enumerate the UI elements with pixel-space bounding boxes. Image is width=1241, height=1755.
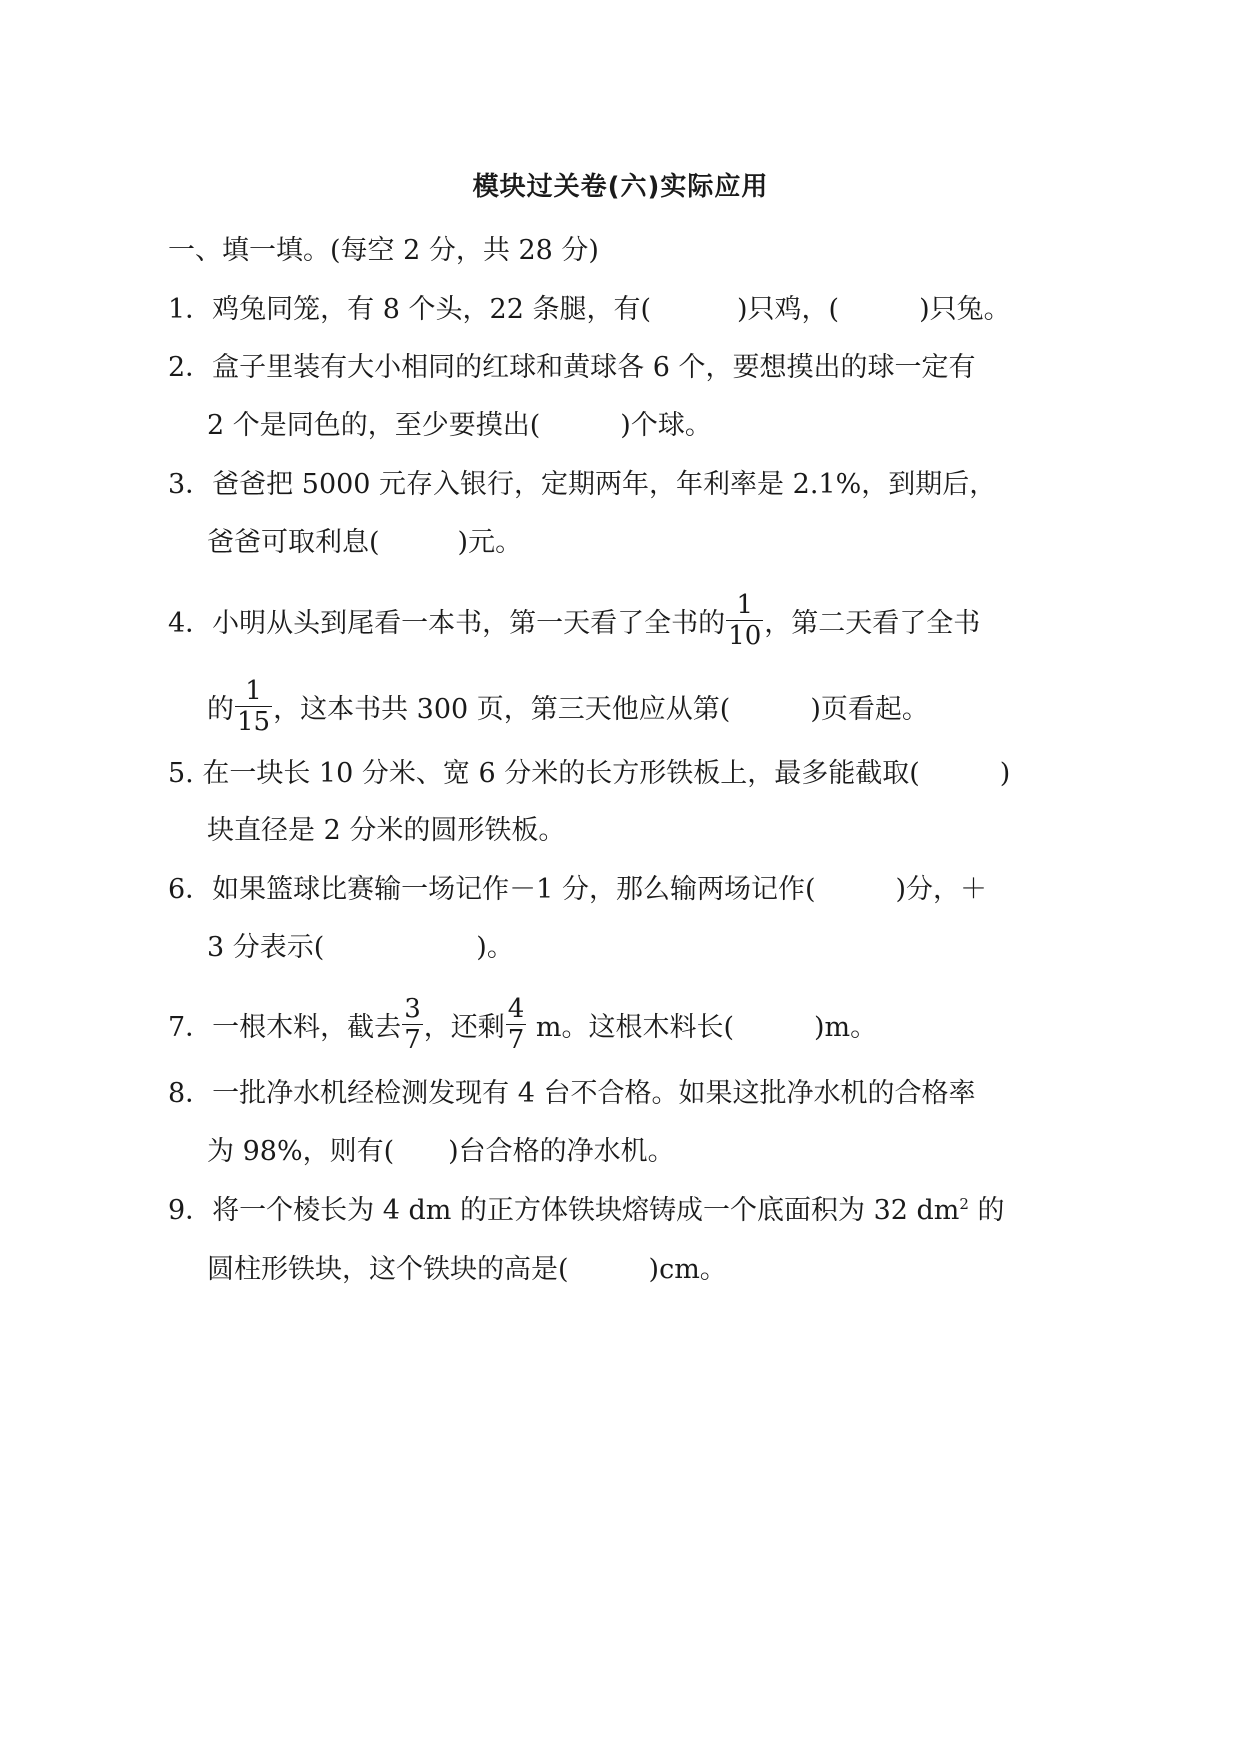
question-4-line-2: 的 $\frac{1}{15}$ ，这本书共 300 页，第三天他应从第( )页看起。 (207, 676, 929, 737)
question-5-line-2: 块直径是 2 分米的圆形铁板。 (207, 815, 566, 846)
question-2-line-1: 2．盒子里装有大小相同的红球和黄球各 6 个，要想摸出的球一定有 (168, 352, 976, 383)
question-9-line-1: 9．将一个棱长为 4 dm 的正方体铁块熔铸成一个底面积为 32 $dm^2$ 的 (168, 1195, 1005, 1226)
question-4-line-1: 4．小明从头到尾看一本书，第一天看了全书的 $\frac{1}{10}$ ，第二天看了全书 (168, 590, 981, 651)
question-8-line-1: 8．一批净水机经检测发现有 4 台不合格。如果这批净水机的合格率 (168, 1078, 976, 1109)
question-8-line-2: 为 98%，则有( )台合格的净水机。 (207, 1136, 675, 1167)
question-2-line-2: 2 个是同色的，至少要摸出( )个球。 (207, 410, 712, 441)
question-5-line-1: 5. 在一块长 10 分米、宽 6 分米的长方形铁板上，最多能截取( ) (168, 758, 1011, 789)
fraction: $\frac{1}{15}$ (237, 676, 271, 737)
page-title: 模块过关卷(六)实际应用 (472, 172, 769, 202)
fraction: $\frac{1}{10}$ (728, 590, 762, 651)
question-9-line-2: 圆柱形铁块，这个铁块的高是( )cm。 (207, 1254, 727, 1285)
question-6-line-1: 6．如果篮球比赛输一场记作－1 分，那么输两场记作( )分，＋ (168, 874, 988, 905)
question-1: 1．鸡兔同笼，有 8 个头，22 条腿，有( )只鸡，( )只兔。 (168, 294, 1011, 325)
question-7: 7．一根木料，截去 $\frac{3}{7}$ ，还剩 $\frac{4}{7}$ m。这根木料长( )m。 (168, 994, 878, 1055)
fraction: $\frac{4}{7}$ (507, 994, 525, 1055)
fraction: $\frac{3}{7}$ (404, 994, 421, 1055)
question-6-line-2: 3 分表示( )。 (207, 932, 514, 963)
section-heading: 一、填一填。(每空 2 分，共 28 分) (168, 235, 599, 266)
question-3-line-1: 3．爸爸把 5000 元存入银行，定期两年，年利率是 2.1%，到期后， (168, 469, 997, 500)
question-3-line-2: 爸爸可取利息( )元。 (207, 527, 523, 558)
